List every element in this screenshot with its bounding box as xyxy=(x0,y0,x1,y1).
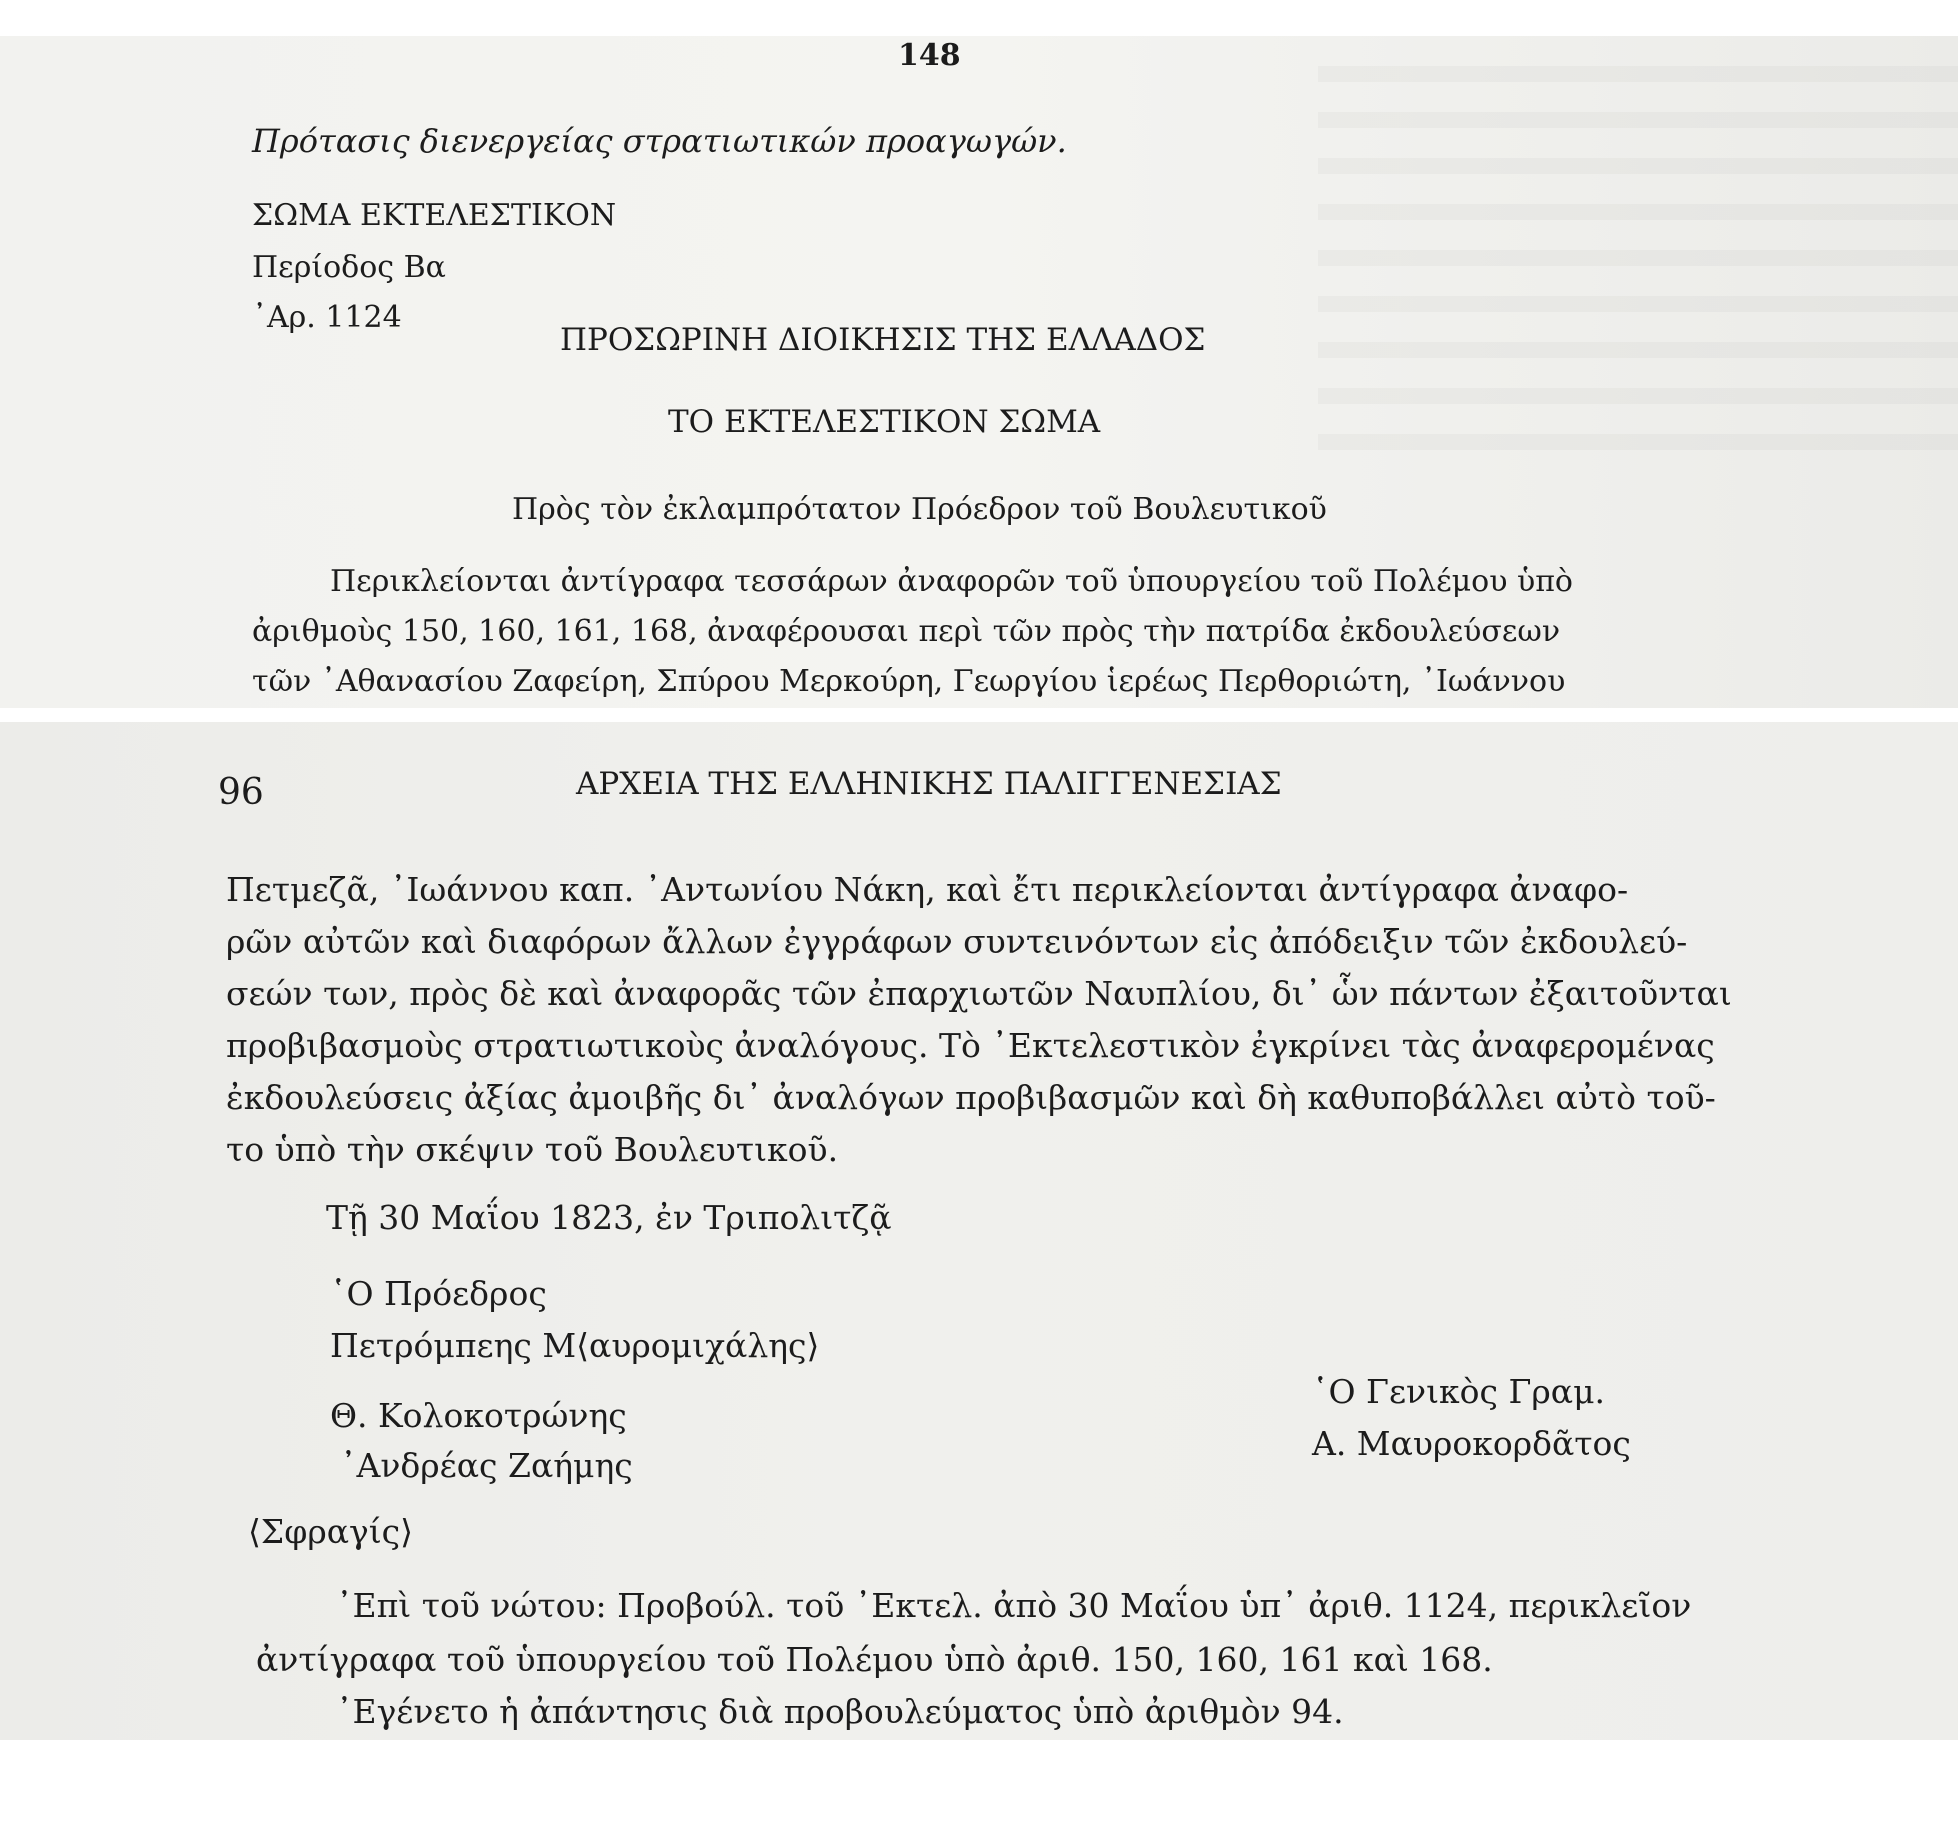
body-line: ἀριθμοὺς 150, 160, 161, 168, ἀναφέρουσαι περὶ τῶν πρὸς τὴν πατρίδα ἐκδουλεύσεων xyxy=(252,614,1561,649)
date-line: Τῇ 30 Μαΐου 1823, ἐν Τριπολιτζᾷ xyxy=(326,1198,892,1237)
running-head: ΑΡΧΕΙΑ ΤΗΣ ΕΛΛΗΝΙΚΗΣ ΠΑΛΙΓΓΕΝΕΣΙΑΣ xyxy=(576,766,1282,802)
bleed-through-texture xyxy=(1318,36,1958,476)
body-line: σεών των, πρὸς δὲ καὶ ἀναφορᾶς τῶν ἐπαρχιωτῶν Ναυπλίου, δι᾿ ὧν πάντων ἐξαιτοῦνται xyxy=(226,974,1732,1013)
body-line: προβιβασμοὺς στρατιωτικοὺς ἀναλόγους. Τὸ ᾿Εκτελεστικὸν ἐγκρίνει τὰς ἀναφερομένας xyxy=(226,1026,1715,1065)
body-line-text: Περικλείονται ἀντίγραφα τεσσάρων ἀναφορῶν τοῦ ὑπουργείου τοῦ Πολέμου ὑπὸ xyxy=(330,564,1573,599)
document-title: ΠΡΟΣΩΡΙΝΗ ΔΙΟΙΚΗΣΙΣ ΤΗΣ ΕΛΛΑΔΟΣ xyxy=(560,322,1206,358)
endorsement-line: ἀντίγραφα τοῦ ὑπουργείου τοῦ Πολέμου ὑπὸ ἀριθ. 150, 160, 161 καὶ 168. xyxy=(256,1640,1493,1679)
header-body: ΣΩΜΑ ΕΚΤΕΛΕΣΤΙΚΟΝ xyxy=(252,198,617,233)
signer-zaimis: ᾿Ανδρέας Ζαήμης xyxy=(340,1446,633,1485)
addressee-line: Πρὸς τὸν ἐκλαμπρότατον Πρόεδρον τοῦ Βουλευτικοῦ xyxy=(512,492,1327,527)
president-title: ῾Ο Πρόεδρος xyxy=(330,1274,547,1313)
seal-note: ⟨Σφραγίς⟩ xyxy=(248,1512,414,1551)
body-line xyxy=(330,564,1590,599)
president-name: Πετρόμπεης Μ⟨αυρομιχάλης⟩ xyxy=(330,1326,820,1365)
page-number: 148 xyxy=(898,38,961,73)
page-96-scan xyxy=(0,722,1958,1740)
secretary-name: Α. Μαυροκορδᾶτος xyxy=(1312,1424,1631,1463)
document-subtitle: ΤΟ ΕΚΤΕΛΕΣΤΙΚΟΝ ΣΩΜΑ xyxy=(668,404,1101,440)
header-period: Περίοδος Βα xyxy=(252,250,446,285)
page-number: 96 xyxy=(218,772,264,813)
secretary-title: ῾Ο Γενικὸς Γραμ. xyxy=(1312,1372,1606,1411)
document-subject: Πρότασις διενεργείας στρατιωτικών προαγωγών. xyxy=(252,122,1067,160)
body-line: ἐκδουλεύσεις ἀξίας ἀμοιβῆς δι᾿ ἀναλόγων προβιβασμῶν καὶ δὴ καθυποβάλλει αὐτὸ τοῦ- xyxy=(226,1078,1716,1117)
header-number: ᾿Αρ. 1124 xyxy=(252,300,402,335)
page-148-scan xyxy=(0,36,1958,708)
body-line: τῶν ᾿Αθανασίου Ζαφείρη, Σπύρου Μερκούρη, Γεωργίου ἱερέως Περθοριώτη, ᾿Ιωάννου xyxy=(252,664,1566,699)
endorsement-line: ᾿Επὶ τοῦ νώτου: Προβούλ. τοῦ ᾿Εκτελ. ἀπὸ 30 Μαΐου ὑπ᾿ ἀριθ. 1124, περικλεῖον xyxy=(336,1586,1692,1625)
body-line: Πετμεζᾶ, ᾿Ιωάννου καπ. ᾿Αντωνίου Νάκη, καὶ ἔτι περικλείονται ἀντίγραφα ἀναφο- xyxy=(226,870,1629,909)
endorsement-line: ᾿Εγένετο ἡ ἀπάντησις διὰ προβουλεύματος ὑπὸ ἀριθμὸν 94. xyxy=(336,1692,1344,1731)
body-line: το ὑπὸ τὴν σκέψιν τοῦ Βουλευτικοῦ. xyxy=(226,1130,839,1169)
signer-kolokotronis: Θ. Κολοκοτρώνης xyxy=(330,1396,627,1435)
body-line: ρῶν αὐτῶν καὶ διαφόρων ἄλλων ἐγγράφων συντεινόντων εἰς ἀπόδειξιν τῶν ἐκδουλεύ- xyxy=(226,922,1688,961)
